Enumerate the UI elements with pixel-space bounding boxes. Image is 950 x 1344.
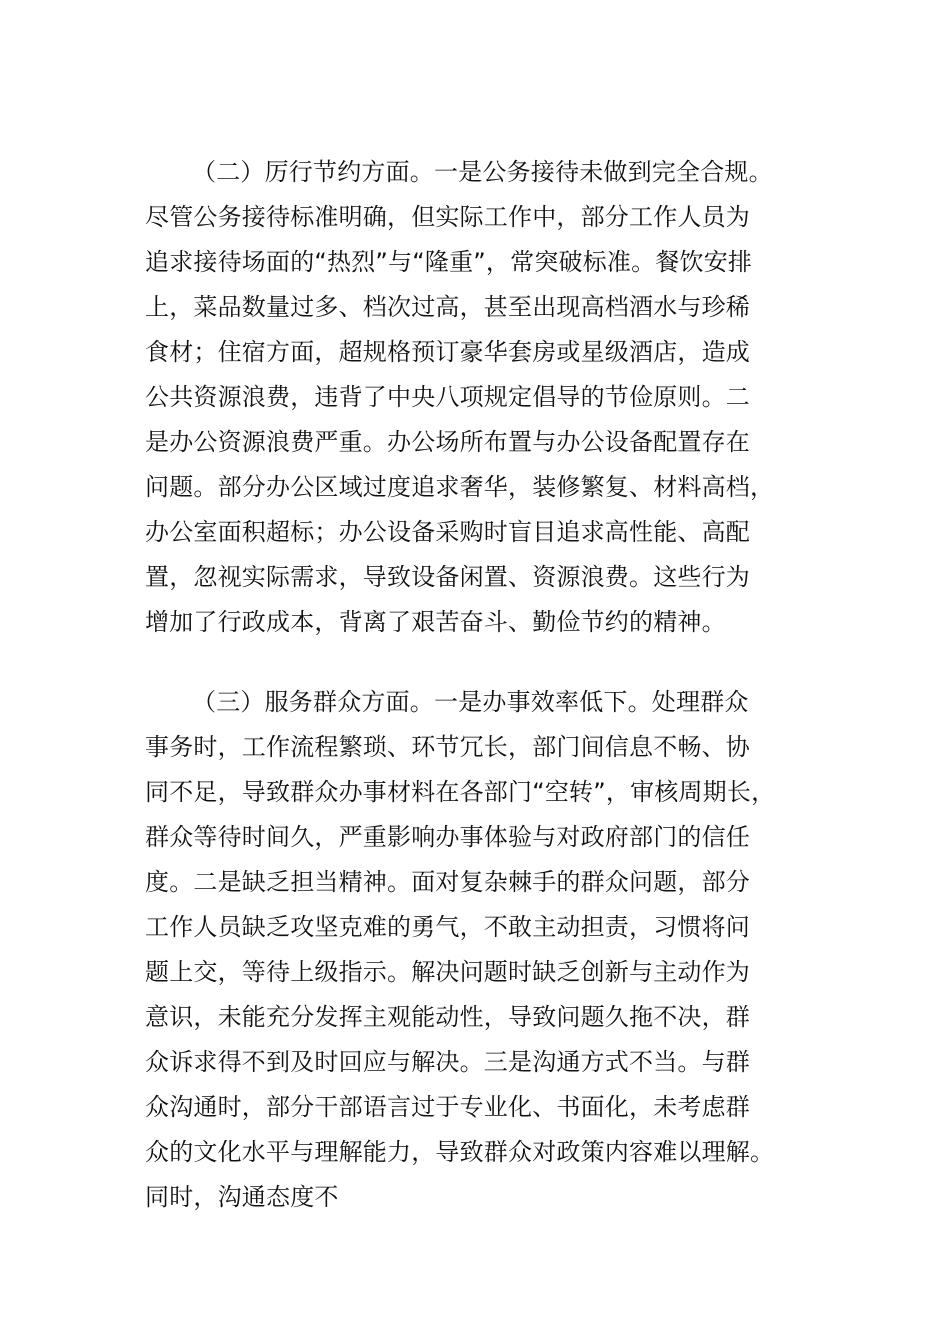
paragraph-line: （三）服务群众方面。一是办事效率低下。处理群众 [192,688,749,716]
paragraph-line: 题上交，等待上级指示。解决问题时缺乏创新与主动作为 [145,958,750,986]
paragraph-line: 度。二是缺乏担当精神。面对复杂棘手的群众问题，部分 [145,868,750,896]
paragraph-line: 问题。部分办公区域过度追求奢华，装修繁复、材料高档， [145,473,775,501]
paragraph-line: 食材；住宿方面，超规格预订豪华套房或星级酒店，造成 [145,338,750,366]
paragraph-line: 同时，沟通态度不 [145,1183,339,1211]
paragraph-line: 办公室面积超标；办公设备采购时盲目追求高性能、高配 [145,518,750,546]
paragraph-line: 置，忽视实际需求，导致设备闲置、资源浪费。这些行为 [145,563,750,591]
paragraph-frugality [145,150,825,645]
paragraph-line: 众沟通时，部分干部语言过于专业化、书面化，未考虑群 [145,1093,750,1121]
paragraph-line: 事务时，工作流程繁琐、环节冗长，部门间信息不畅、协 [145,733,750,761]
paragraph-line: 同不足，导致群众办事材料在各部门“空转”，审核周期长， [145,778,776,806]
paragraph-line: 尽管公务接待标准明确，但实际工作中，部分工作人员为 [145,203,750,231]
paragraph-line: 群众等待时间久，严重影响办事体验与对政府部门的信任 [145,823,750,851]
paragraph-line: 众的文化水平与理解能力，导致群众对政策内容难以理解。 [145,1138,775,1166]
paragraph-line: 意识，未能充分发挥主观能动性，导致问题久拖不决，群 [145,1003,750,1031]
paragraph-line: 众诉求得不到及时回应与解决。三是沟通方式不当。与群 [145,1048,750,1076]
paragraph-line: 公共资源浪费，违背了中央八项规定倡导的节俭原则。二 [145,383,750,411]
paragraph-line: 工作人员缺乏攻坚克难的勇气，不敢主动担责，习惯将问 [145,913,750,941]
paragraph-line: 追求接待场面的“热烈”与“隆重”，常突破标准。餐饮安排 [145,248,753,276]
paragraph-line: 上，菜品数量过多、档次过高，甚至出现高档酒水与珍稀 [145,293,750,321]
paragraph-line: （二）厉行节约方面。一是公务接待未做到完全合规。 [192,158,773,186]
paragraph-line: 增加了行政成本，背离了艰苦奋斗、勤俭节约的精神。 [145,608,726,636]
paragraph-serving-public [145,680,825,1220]
paragraph-line: 是办公资源浪费严重。办公场所布置与办公设备配置存在 [145,428,750,456]
